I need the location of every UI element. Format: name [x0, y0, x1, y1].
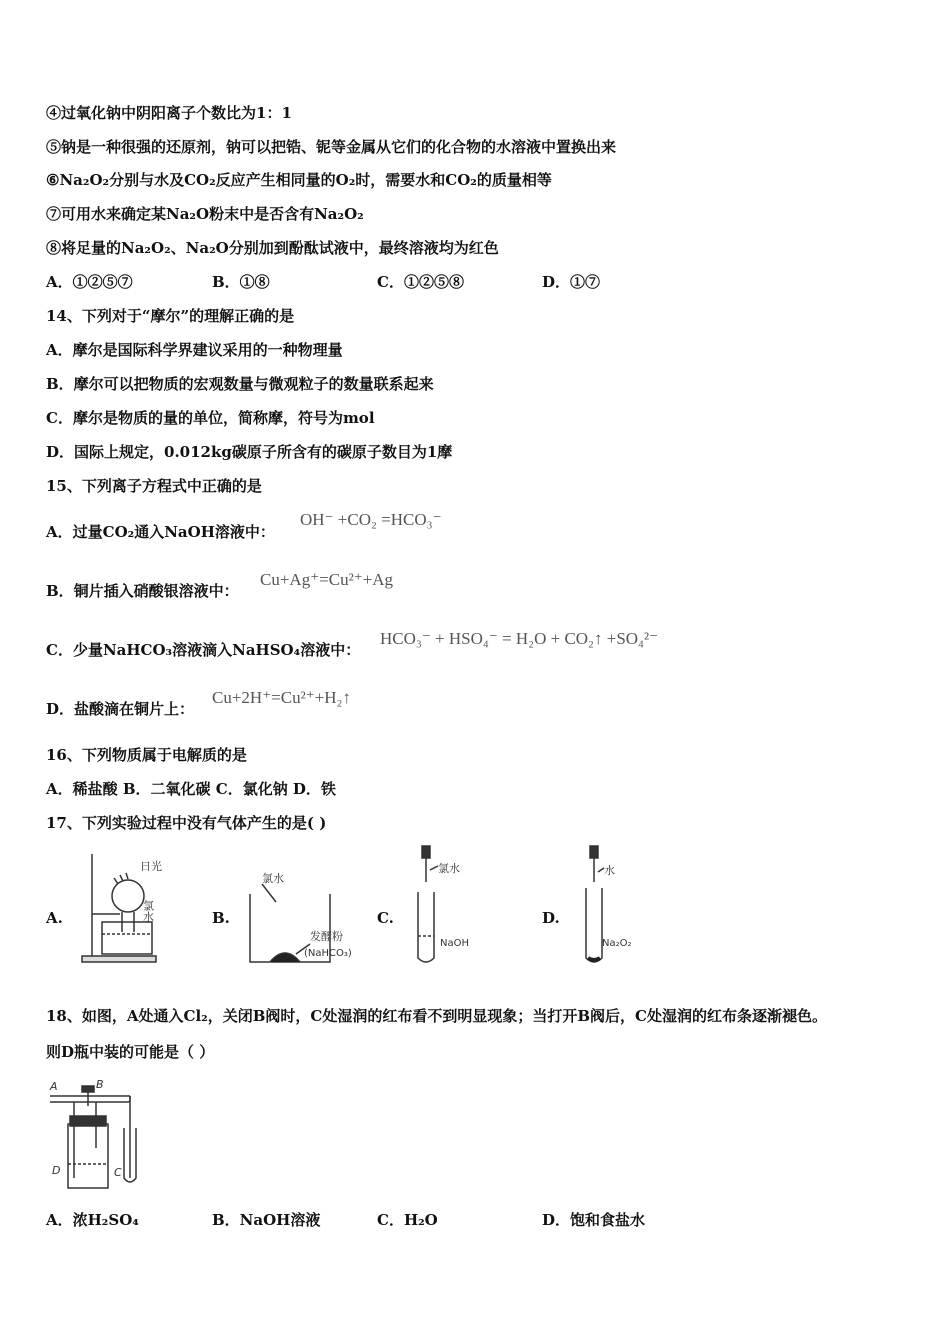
- q17-stem: 17、下列实验过程中没有气体产生的是( ): [46, 814, 327, 832]
- q17-label-a: A.: [46, 909, 63, 927]
- q17-label-d: D.: [542, 909, 560, 927]
- q14-option-b: B．摩尔可以把物质的宏观数量与微观粒子的数量联系起来: [46, 375, 434, 393]
- fig18-label-d: D: [52, 1164, 61, 1177]
- q18-option-b: B．NaOH溶液: [212, 1211, 321, 1229]
- q15-equation-b: Cu+Ag⁺=Cu²⁺+Ag: [260, 570, 394, 589]
- q15-option-b: B．铜片插入硝酸银溶液中：: [46, 582, 239, 600]
- q16-options: A．稀盐酸 B．二氧化碳 C．氯化钠 D．铁: [46, 780, 336, 798]
- fig-b-yeast-label: 发酵粉: [310, 930, 343, 943]
- q13-option-d: D．①⑦: [542, 273, 601, 291]
- q18-option-c: C．H₂O: [377, 1211, 438, 1229]
- q14-option-c: C．摩尔是物质的量的单位，简称摩，符号为mol: [46, 409, 375, 427]
- statement-7: ⑦可用水来确定某Na₂O粉末中是否含有Na₂O₂: [46, 205, 364, 223]
- q13-option-b: B．①⑧: [212, 273, 270, 291]
- fig18-label-b: B: [96, 1078, 104, 1091]
- statement-5: ⑤钠是一种很强的还原剂，钠可以把锆、铌等金属从它们的化合物的水溶液中置换出来: [46, 138, 617, 156]
- q17-figure-c: [400, 842, 490, 968]
- q14-option-a: A．摩尔是国际科学界建议采用的一种物理量: [46, 341, 343, 359]
- q14-option-d: D．国际上规定，0.012kg碳原子所含有的碳原子数目为1摩: [46, 443, 453, 461]
- fig18-label-c: C: [114, 1166, 122, 1179]
- q14-stem: 14、下列对于“摩尔”的理解正确的是: [46, 307, 295, 325]
- q17-label-b: B.: [212, 909, 230, 927]
- q15-equation-a: OH⁻ +CO₂ =HCO₃⁻: [300, 510, 442, 529]
- fig-a-chlorine-label: 氯水: [141, 900, 155, 922]
- q15-equation-c: HCO₃⁻ + HSO₄⁻ = H₂O + CO₂↑ +SO₄²⁻: [380, 629, 659, 648]
- q18-apparatus-figure: [44, 1078, 154, 1194]
- q17-figure-d: [572, 842, 652, 968]
- q17-figure-b: [240, 862, 370, 970]
- q17-figure-a: [76, 848, 186, 968]
- statement-4: ④过氧化钠中阴阳离子个数比为1：1: [46, 104, 292, 122]
- q18-stem-line1: 18、如图，A处通入Cl₂，关闭B阀时，C处湿润的红布看不到明显现象；当打开B阀后，C处湿润的红布条逐渐褪色。: [46, 1007, 827, 1025]
- fig-b-chlorine-label: 氯水: [262, 872, 284, 885]
- q15-equation-d: Cu+2H⁺=Cu²⁺+H₂↑: [212, 688, 351, 707]
- statement-6: ⑥Na₂O₂分别与水及CO₂反应产生相同量的O₂时，需要水和CO₂的质量相等: [46, 171, 552, 189]
- q17-label-c: C.: [377, 909, 394, 927]
- q15-option-c: C．少量NaHCO₃溶液滴入NaHSO₄溶液中：: [46, 641, 361, 659]
- q16-stem: 16、下列物质属于电解质的是: [46, 746, 247, 764]
- q15-option-d: D．盐酸滴在铜片上：: [46, 700, 195, 718]
- fig-d-water-label: 水: [604, 864, 615, 877]
- q13-option-a: A．①②⑤⑦: [46, 273, 133, 291]
- statement-8: ⑧将足量的Na₂O₂、Na₂O分别加到酚酞试液中，最终溶液均为红色: [46, 239, 499, 257]
- q18-option-a: A．浓H₂SO₄: [46, 1211, 139, 1229]
- q15-option-a: A．过量CO₂通入NaOH溶液中：: [46, 523, 275, 541]
- fig-c-chlorine-label: 氯水: [438, 862, 460, 875]
- q13-option-c: C．①②⑤⑧: [377, 273, 464, 291]
- fig-c-naoh-label: NaOH: [440, 938, 469, 949]
- q18-option-d: D．饱和食盐水: [542, 1211, 646, 1229]
- fig18-label-a: A: [50, 1080, 58, 1093]
- fig-d-na2o2-label: Na₂O₂: [602, 938, 632, 949]
- q15-stem: 15、下列离子方程式中正确的是: [46, 477, 262, 495]
- q18-stem-line2: 则D瓶中装的可能是（ ）: [46, 1043, 215, 1061]
- fig-a-sun-label: 日光: [140, 860, 162, 873]
- fig-b-nahco3-label: (NaHCO₃): [304, 948, 352, 959]
